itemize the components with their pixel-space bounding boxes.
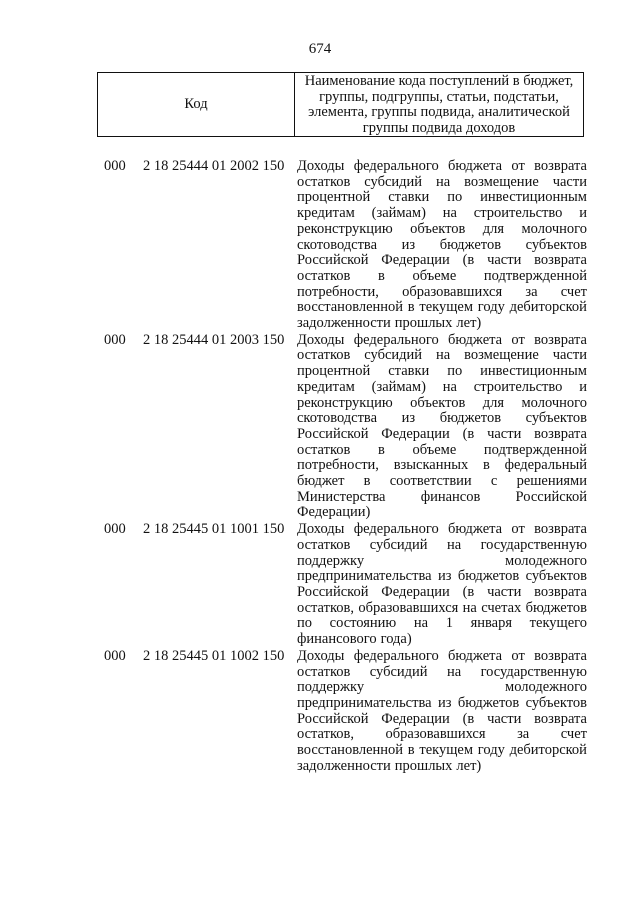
- description-word: субъектов: [525, 410, 587, 427]
- description-word: на: [446, 536, 462, 553]
- description-word: на: [442, 205, 457, 222]
- description-word: бюджет: [297, 473, 345, 490]
- description-word: текущего: [529, 615, 587, 632]
- description-word: строительство: [473, 205, 563, 222]
- description-word: образовавшихся: [402, 283, 503, 300]
- description-line: [297, 190, 587, 206]
- description-word: части: [552, 173, 587, 190]
- description-line: [297, 474, 587, 490]
- description-word: по: [447, 189, 463, 206]
- description-word: Министерства: [297, 488, 386, 505]
- description-word: Доходы: [297, 331, 345, 348]
- description-word: в: [482, 457, 490, 474]
- income-code: 2 18 25445 01 1001 150: [143, 521, 285, 538]
- description-line: [297, 632, 587, 648]
- description-word: задолженности: [297, 757, 391, 774]
- description-word: бюджета: [448, 158, 503, 174]
- description-line: [297, 505, 587, 521]
- admin-code: 000: [104, 158, 126, 174]
- description-line: [297, 727, 587, 743]
- description-word: остатков: [297, 536, 351, 553]
- description-word: января: [470, 615, 513, 632]
- description-line: [297, 522, 587, 538]
- description-word: на: [442, 378, 457, 395]
- description-word: Российской: [297, 252, 369, 269]
- description-word: части: [487, 425, 522, 442]
- description-line: [297, 712, 587, 728]
- description-word: реконструкцию: [297, 220, 393, 237]
- description-word: процентной: [297, 363, 371, 380]
- table-row: [0, 333, 640, 521]
- description-word: кредитам: [297, 378, 355, 395]
- description-word: счет: [560, 283, 587, 300]
- description-line: [297, 269, 587, 285]
- description-word: финансового: [297, 631, 377, 648]
- description-word: субсидий: [364, 173, 423, 190]
- description-word: (в: [462, 710, 475, 727]
- description-line: [297, 458, 587, 474]
- description-line: [297, 538, 587, 554]
- description-word: дебиторской: [509, 299, 587, 316]
- description-word: счет: [560, 726, 587, 743]
- description-word: молочного: [521, 394, 587, 411]
- description-line: [297, 585, 587, 601]
- page-number: 674: [308, 41, 332, 57]
- description-word: части: [552, 347, 587, 364]
- description-word: возмещение: [464, 173, 539, 190]
- description-word: на: [462, 599, 477, 616]
- description-word: Российской: [297, 583, 369, 600]
- income-description: [297, 649, 587, 775]
- description-line: [297, 159, 587, 175]
- description-word: Федерации: [381, 710, 450, 727]
- description-word: возврата: [534, 425, 587, 442]
- description-word: лет): [456, 757, 482, 774]
- description-word: скотоводства: [297, 236, 378, 253]
- description-word: 1: [445, 615, 453, 632]
- description-word: реконструкцию: [297, 394, 393, 411]
- description-word: по: [447, 363, 463, 380]
- description-word: бюджетов: [525, 599, 587, 616]
- description-word: молочного: [521, 220, 587, 237]
- income-description: [297, 333, 587, 521]
- description-word: за: [517, 726, 530, 743]
- description-word: восстановленной: [297, 742, 404, 759]
- description-word: объеме: [412, 267, 457, 284]
- description-word: на: [435, 173, 451, 190]
- description-word: субъектов: [525, 236, 587, 253]
- description-line: [297, 285, 587, 301]
- description-word: молодежного: [505, 552, 587, 569]
- description-word: бюджета: [448, 521, 503, 538]
- description-word: инвестиционным: [480, 189, 587, 206]
- description-word: бюджетов: [457, 694, 520, 711]
- description-word: остатков: [297, 173, 351, 190]
- description-word: задолженности: [297, 315, 391, 332]
- description-word: бюджетов: [457, 568, 520, 585]
- description-word: федерального: [353, 647, 439, 664]
- description-word: счетах: [481, 599, 522, 616]
- description-line: [297, 396, 587, 412]
- admin-code: 000: [104, 521, 126, 538]
- description-word: потребности,: [297, 283, 379, 300]
- description-word: и: [579, 378, 587, 395]
- description-word: субъектов: [525, 694, 587, 711]
- description-word: Доходы: [297, 158, 345, 174]
- description-word: прошлых: [394, 757, 453, 774]
- description-word: скотоводства: [297, 410, 378, 427]
- description-line: [297, 206, 587, 222]
- description-word: объектов: [410, 394, 466, 411]
- description-word: остатков: [297, 267, 351, 284]
- description-word: лет): [456, 315, 482, 332]
- description-word: субсидий: [369, 663, 428, 680]
- description-word: образовавшихся: [358, 599, 459, 616]
- description-line: [297, 380, 587, 396]
- description-line: [297, 680, 587, 696]
- description-line: [297, 411, 587, 427]
- description-word: субсидий: [364, 347, 423, 364]
- description-word: остатков: [297, 347, 351, 364]
- description-word: объектов: [410, 220, 466, 237]
- description-word: бюджета: [448, 647, 503, 664]
- description-word: года): [380, 631, 412, 648]
- description-line: [297, 616, 587, 632]
- description-word: (в: [462, 252, 475, 269]
- description-line: [297, 601, 587, 617]
- description-line: [297, 222, 587, 238]
- description-line: [297, 665, 587, 681]
- description-word: остатков: [297, 663, 351, 680]
- entries-list: [0, 159, 640, 775]
- description-word: субъектов: [525, 568, 587, 585]
- description-word: из: [437, 568, 452, 585]
- income-description: [297, 159, 587, 332]
- description-word: государственную: [480, 663, 587, 680]
- description-word: текущем: [419, 742, 474, 759]
- header-name-line: элемента, группы подвида, аналитической: [308, 104, 570, 121]
- description-word: от: [511, 158, 525, 174]
- description-word: за: [525, 283, 538, 300]
- description-word: году: [477, 742, 505, 759]
- table-row: [0, 522, 640, 648]
- description-word: остатков,: [297, 599, 354, 616]
- description-word: на: [413, 615, 429, 632]
- description-line: [297, 649, 587, 665]
- header-name-line: группы, подгруппы, статьи, подстатьи,: [319, 88, 559, 105]
- description-line: [297, 490, 587, 506]
- description-word: восстановленной: [297, 299, 404, 316]
- description-word: предпринимательства: [297, 568, 432, 585]
- description-word: подтвержденной: [483, 267, 587, 284]
- admin-code: 000: [104, 331, 126, 348]
- description-word: бюджетов: [439, 410, 502, 427]
- description-word: текущем: [419, 299, 474, 316]
- description-word: остатков,: [297, 726, 354, 743]
- description-word: в: [407, 299, 415, 316]
- description-word: Российской: [297, 425, 369, 442]
- description-word: возврата: [534, 583, 587, 600]
- description-word: состоянию: [329, 615, 397, 632]
- header-name-line: Наименование кода поступлений в бюджет,: [304, 73, 574, 89]
- description-line: [297, 348, 587, 364]
- description-word: для: [482, 220, 505, 237]
- income-code: 2 18 25445 01 1002 150: [143, 647, 285, 664]
- description-word: Федерации: [381, 425, 450, 442]
- description-line: [297, 300, 587, 316]
- description-word: поддержку: [297, 552, 365, 569]
- description-word: (в: [462, 583, 475, 600]
- description-word: процентной: [297, 189, 371, 206]
- description-word: для: [482, 394, 505, 411]
- description-word: возврата: [534, 252, 587, 269]
- description-word: Российской: [297, 710, 369, 727]
- description-word: на: [435, 347, 451, 364]
- description-word: федерального: [353, 331, 439, 348]
- description-word: решениями: [516, 473, 587, 490]
- description-word: (в: [462, 425, 475, 442]
- description-line: [297, 427, 587, 443]
- description-word: ставки: [388, 363, 430, 380]
- description-word: в: [377, 267, 385, 284]
- header-name-line: группы подвида доходов: [362, 119, 516, 136]
- description-word: соответствии: [389, 473, 472, 490]
- description-word: Федерации: [381, 252, 450, 269]
- description-word: Федерации): [297, 504, 371, 521]
- description-word: части: [487, 583, 522, 600]
- description-word: остатков: [297, 441, 351, 458]
- description-word: возврата: [534, 647, 587, 664]
- table-row: [0, 159, 640, 332]
- description-word: строительство: [473, 378, 563, 395]
- description-line: [297, 569, 587, 585]
- income-description: [297, 522, 587, 648]
- description-word: дебиторской: [509, 742, 587, 759]
- description-word: возврата: [534, 331, 587, 348]
- description-word: предпринимательства: [297, 694, 432, 711]
- description-word: возврата: [534, 710, 587, 727]
- income-code: 2 18 25444 01 2002 150: [143, 158, 285, 174]
- description-word: и: [579, 205, 587, 222]
- description-word: потребности,: [297, 457, 379, 474]
- description-word: из: [437, 694, 452, 711]
- description-word: в: [377, 441, 385, 458]
- description-word: поддержку: [297, 679, 365, 696]
- description-line: [297, 253, 587, 269]
- header-name-column: [295, 73, 583, 136]
- header-code-column: Код: [98, 73, 295, 136]
- description-line: [297, 333, 587, 349]
- description-line: [297, 443, 587, 459]
- description-word: Доходы: [297, 647, 345, 664]
- description-line: [297, 364, 587, 380]
- admin-code: 000: [104, 647, 126, 664]
- description-word: по: [297, 615, 313, 632]
- description-line: [297, 554, 587, 570]
- description-word: образовавшихся: [385, 726, 486, 743]
- description-word: прошлых: [394, 315, 453, 332]
- description-line: [297, 316, 587, 332]
- description-word: федерального: [353, 158, 439, 174]
- description-word: возмещение: [464, 347, 539, 364]
- description-word: на: [446, 663, 462, 680]
- description-word: от: [511, 647, 525, 664]
- description-word: взысканных: [393, 457, 469, 474]
- description-word: подтвержденной: [483, 441, 587, 458]
- table-row: [0, 649, 640, 775]
- description-word: из: [401, 410, 416, 427]
- description-line: [297, 175, 587, 191]
- description-word: части: [487, 252, 522, 269]
- description-word: возврата: [534, 521, 587, 538]
- description-word: в: [363, 473, 371, 490]
- description-word: из: [401, 236, 416, 253]
- description-word: государственную: [480, 536, 587, 553]
- description-word: Доходы: [297, 521, 345, 538]
- description-word: от: [511, 521, 525, 538]
- description-word: части: [487, 710, 522, 727]
- description-word: с: [490, 473, 498, 490]
- description-word: федеральный: [504, 457, 587, 474]
- description-word: инвестиционным: [480, 363, 587, 380]
- description-word: от: [511, 331, 525, 348]
- description-line: [297, 238, 587, 254]
- table-header: [97, 72, 584, 137]
- description-word: объеме: [412, 441, 457, 458]
- description-line: [297, 759, 587, 775]
- description-word: ставки: [388, 189, 430, 206]
- description-word: кредитам: [297, 205, 355, 222]
- description-word: Федерации: [381, 583, 450, 600]
- description-line: [297, 696, 587, 712]
- description-word: бюджетов: [439, 236, 502, 253]
- description-word: федерального: [353, 521, 439, 538]
- description-word: Российской: [515, 488, 587, 505]
- description-word: возврата: [534, 158, 587, 174]
- description-word: бюджета: [448, 331, 503, 348]
- description-word: (займам): [371, 378, 426, 395]
- income-code: 2 18 25444 01 2003 150: [143, 331, 285, 348]
- description-word: финансов: [420, 488, 481, 505]
- description-word: (займам): [371, 205, 426, 222]
- description-word: году: [477, 299, 505, 316]
- description-word: субсидий: [369, 536, 428, 553]
- description-line: [297, 743, 587, 759]
- description-word: в: [407, 742, 415, 759]
- description-word: молодежного: [505, 679, 587, 696]
